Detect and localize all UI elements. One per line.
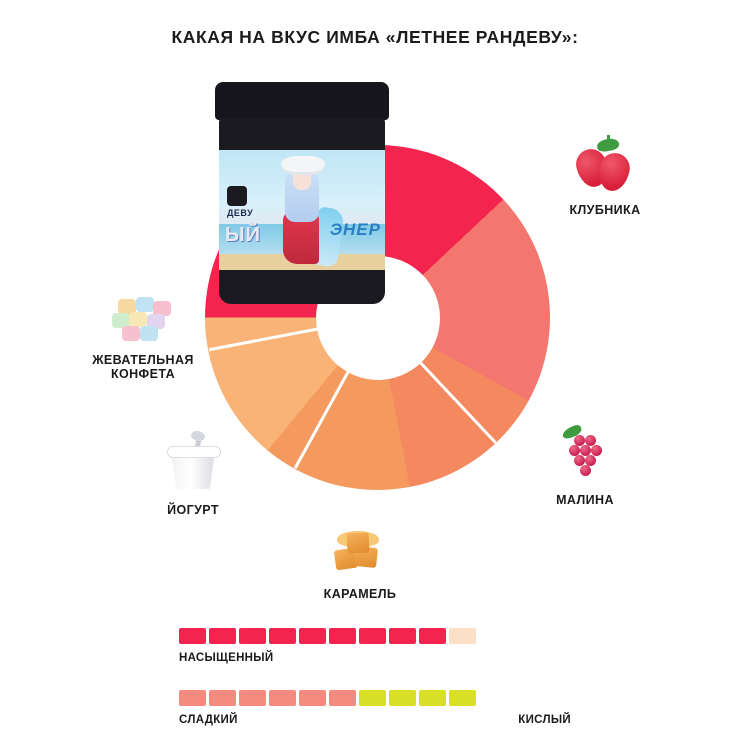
legend-item-strawberry — [540, 135, 670, 217]
scale-segment — [449, 628, 476, 644]
chewy-candy-icon — [58, 295, 228, 346]
raspberry-icon — [520, 425, 650, 486]
legend-label-chewy-candy-line2: КОНФЕТА — [110, 367, 176, 381]
legend-label-strawberry: КЛУБНИКА — [569, 203, 641, 217]
legend-label-raspberry: МАЛИНА — [556, 493, 614, 507]
jar-label-artwork — [219, 150, 385, 270]
scale-segment — [389, 690, 416, 706]
scale-segment — [359, 690, 386, 706]
scale-segment — [419, 628, 446, 644]
scale-segment — [239, 690, 266, 706]
label-character-face — [293, 170, 311, 190]
scale-segment — [299, 628, 326, 644]
scale-intensity — [179, 628, 571, 664]
scale-sweet-sour-left-label: СЛАДКИЙ — [179, 714, 238, 726]
scale-intensity-left-label: НАСЫЩЕННЫЙ — [179, 652, 274, 664]
scale-segment — [239, 628, 266, 644]
caramel-icon — [290, 525, 430, 580]
scale-segment — [269, 690, 296, 706]
legend-item-yogurt — [128, 435, 258, 517]
scale-segment — [179, 628, 206, 644]
legend-label-caramel: КАРАМЕЛЬ — [323, 587, 397, 601]
jar-lid — [215, 82, 389, 120]
scale-segment — [269, 628, 296, 644]
scale-segment — [179, 690, 206, 706]
strawberry-icon — [540, 135, 670, 196]
page-title: КАКАЯ НА ВКУС ИМБА «ЛЕТНЕЕ РАНДЕВУ»: — [171, 27, 579, 47]
scale-segment — [419, 690, 446, 706]
scale-segment — [329, 690, 356, 706]
legend-item-chewy-candy — [58, 295, 228, 381]
yogurt-icon — [128, 435, 258, 496]
scale-segment — [209, 628, 236, 644]
scale-segment — [209, 690, 236, 706]
legend-item-raspberry — [520, 425, 650, 507]
legend-label-yogurt: ЙОГУРТ — [167, 503, 219, 517]
product-jar — [215, 82, 389, 307]
scale-sweet-sour — [179, 690, 571, 726]
scale-intensity-bars — [179, 628, 571, 644]
jar-body — [219, 118, 385, 304]
scale-segment — [389, 628, 416, 644]
scale-sweet-sour-bars — [179, 690, 571, 706]
legend-label-chewy-candy-line1: ЖЕВАТЕЛЬНАЯ — [92, 353, 194, 367]
jar-label-line-c: ЭНЕР — [329, 220, 381, 239]
jar-label-line-a: ДЕВУ — [227, 208, 254, 218]
scale-segment — [329, 628, 356, 644]
legend-item-caramel — [290, 525, 430, 601]
scale-segment — [449, 690, 476, 706]
jar-label-line-b: ЫЙ — [225, 224, 261, 246]
scale-segment — [299, 690, 326, 706]
scale-sweet-sour-right-label: КИСЛЫЙ — [518, 714, 571, 726]
label-badge — [227, 186, 247, 206]
label-character-hat — [281, 156, 325, 172]
scale-segment — [359, 628, 386, 644]
